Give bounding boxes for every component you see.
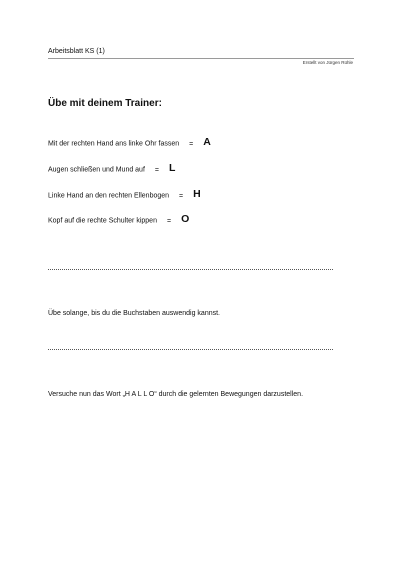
exercise-text: Linke Hand an den rechten Ellenbogen [48, 192, 170, 200]
exercise-letter: A [203, 136, 211, 148]
header-divider [48, 58, 354, 59]
word-instruction: Versuche nun das Wort „H A L L O“ durch die gelernten Bewegungen darzustellen. [48, 391, 304, 398]
exercise-item [48, 137, 211, 150]
exercise-text: Augen schließen und Mund auf [48, 166, 145, 174]
author-credit: Erstellt von Jürgen Rühle [302, 60, 353, 65]
worksheet-title: Arbeitsblatt KS (1) [48, 48, 105, 55]
exercise-item [48, 189, 201, 202]
dotted-divider [48, 269, 333, 270]
exercise-letter: O [181, 213, 190, 225]
equals-sign: = [189, 140, 194, 148]
equals-sign: = [154, 166, 159, 174]
practice-instruction: Übe solange, bis du die Buchstaben auswendig kannst. [48, 310, 221, 317]
exercise-item [48, 214, 189, 227]
exercise-text: Kopf auf die rechte Schulter kippen [48, 217, 157, 225]
equals-sign: = [166, 217, 172, 225]
exercise-item [48, 163, 175, 176]
exercise-text: Mit der rechten Hand ans linke Ohr fassen [48, 140, 180, 148]
exercise-letter: H [193, 188, 201, 200]
exercise-letter: L [169, 162, 176, 174]
section-heading: Übe mit deinem Trainer: [48, 98, 162, 109]
dotted-divider [48, 349, 333, 350]
equals-sign: = [179, 192, 184, 200]
